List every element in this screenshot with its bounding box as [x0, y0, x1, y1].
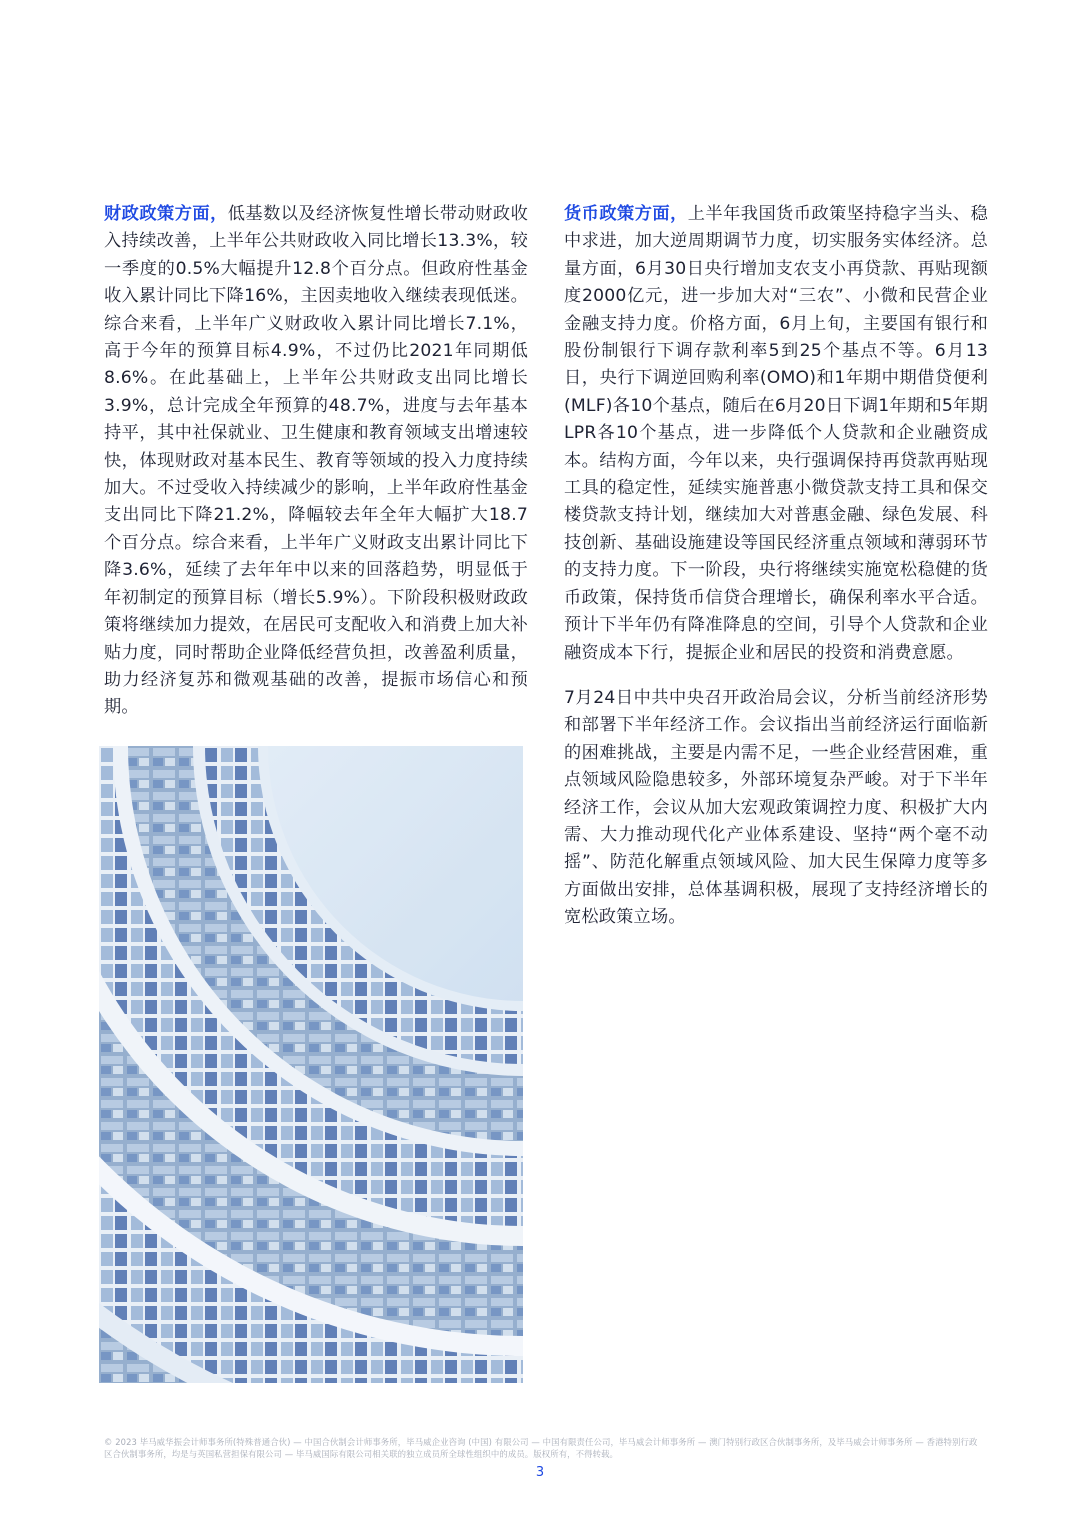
politburo-meeting-paragraph: 7月24日中共中央召开政治局会议，分析当前经济形势和部署下半年经济工作。会议指出当前经济运行面临新的困难挑战，主要是内需不足，一些企业经营困难，重点领域风险隐患较多，外部环境复杂严峻。对于下半年经济工作，会议从加大宏观政策调控力度、积极扩大内需、大力推动现代化产业体系建设、坚持“两个毫不动摇”、防范化解重点领域风险、加大民生保障力度等多方面做出安排，总体基调积极，展现了支持经济增长的宽松政策立场。 [564, 687, 988, 928]
monetary-policy-heading: 货币政策方面， [564, 204, 688, 224]
fiscal-policy-column [104, 201, 528, 722]
fiscal-policy-text: 低基数以及经济恢复性增长带动财政收入持续改善，上半年公共财政收入同比增长13.3%，较一季度的0.5%大幅提升12.8个百分点。但政府性基金收入累计同比下降16%，主因卖地收入继续表现低迷。综合来看，上半年广义财政收入累计同比增长7.1%，高于今年的预算目标4.9%，不过仍比2021年同期低8.6%。在此基础上，上半年公共财政支出同比增长3.9%，总计完成全年预算的48.7%，进度与去年基本持平，其中社保就业、卫生健康和教育领域支出增速较快，体现财政对基本民生、教育等领域的投入力度持续加大。不过受收入持续减少的影响，上半年政府性基金支出同比下降21.2%，降幅较去年全年大幅扩大18.7个百分点。综合来看，上半年广义财政支出累计同比下降3.6%，延续了去年年中以来的回落趋势，明显低于年初制定的预算目标（增长5.9%）。下阶段积极财政政策将继续加力提效，在居民可支配收入和消费上加大补贴力度，同时帮助企业降低经营负担，改善盈利质量，助力经济复苏和微观基础的改善，提振市场信心和预期。 [104, 204, 528, 718]
curved-building-illustration [99, 746, 523, 1383]
fiscal-policy-paragraph [104, 201, 528, 722]
fiscal-policy-heading: 财政政策方面， [104, 204, 228, 224]
monetary-policy-paragraph [564, 201, 988, 667]
building-photo [99, 746, 523, 1383]
monetary-policy-column [564, 201, 988, 932]
copyright-footer: © 2023 毕马威华振会计师事务所(特殊普通合伙) — 中国合伙制会计师事务所，毕马威企业咨询 (中国) 有限公司 — 中国有限责任公司，毕马威会计师事务所 — 澳门特别行政区合伙制事务所，及毕马威会计师事务所 — 香港特别行政区合伙制事务所，均是与英国私营担保有限公司 — 毕马威国际有限公司相关联的独立成员所全球性组织中的成员。版权所有，不得转载。 [104, 1437, 978, 1459]
monetary-policy-text: 上半年我国货币政策坚持稳字当头、稳中求进，加大逆周期调节力度，切实服务实体经济。总量方面，6月30日央行增加支农支小再贷款、再贴现额度2000亿元，进一步加大对“三农”、小微和民营企业金融支持力度。价格方面，6月上旬，主要国有银行和股份制银行下调存款利率5到25个基点不等。6月13日，央行下调逆回购利率(OMO)和1年期中期借贷便利(MLF)各10个基点，随后在6月20日下调1年期和5年期LPR各10个基点，进一步降低个人贷款和企业融资成本。结构方面，今年以来，央行强调保持再贷款再贴现工具的稳定性，延续实施普惠小微贷款支持工具和保交楼贷款支持计划，继续加大对普惠金融、绿色发展、科技创新、基础设施建设等国民经济重点领域和薄弱环节的支持力度。下一阶段，央行将继续实施宽松稳健的货币政策，保持货币信贷合理增长，确保利率水平合适。预计下半年仍有降准降息的空间，引导个人贷款和企业融资成本下行，提振企业和居民的投资和消费意愿。 [564, 204, 988, 663]
page-number: 3 [535, 1465, 545, 1480]
